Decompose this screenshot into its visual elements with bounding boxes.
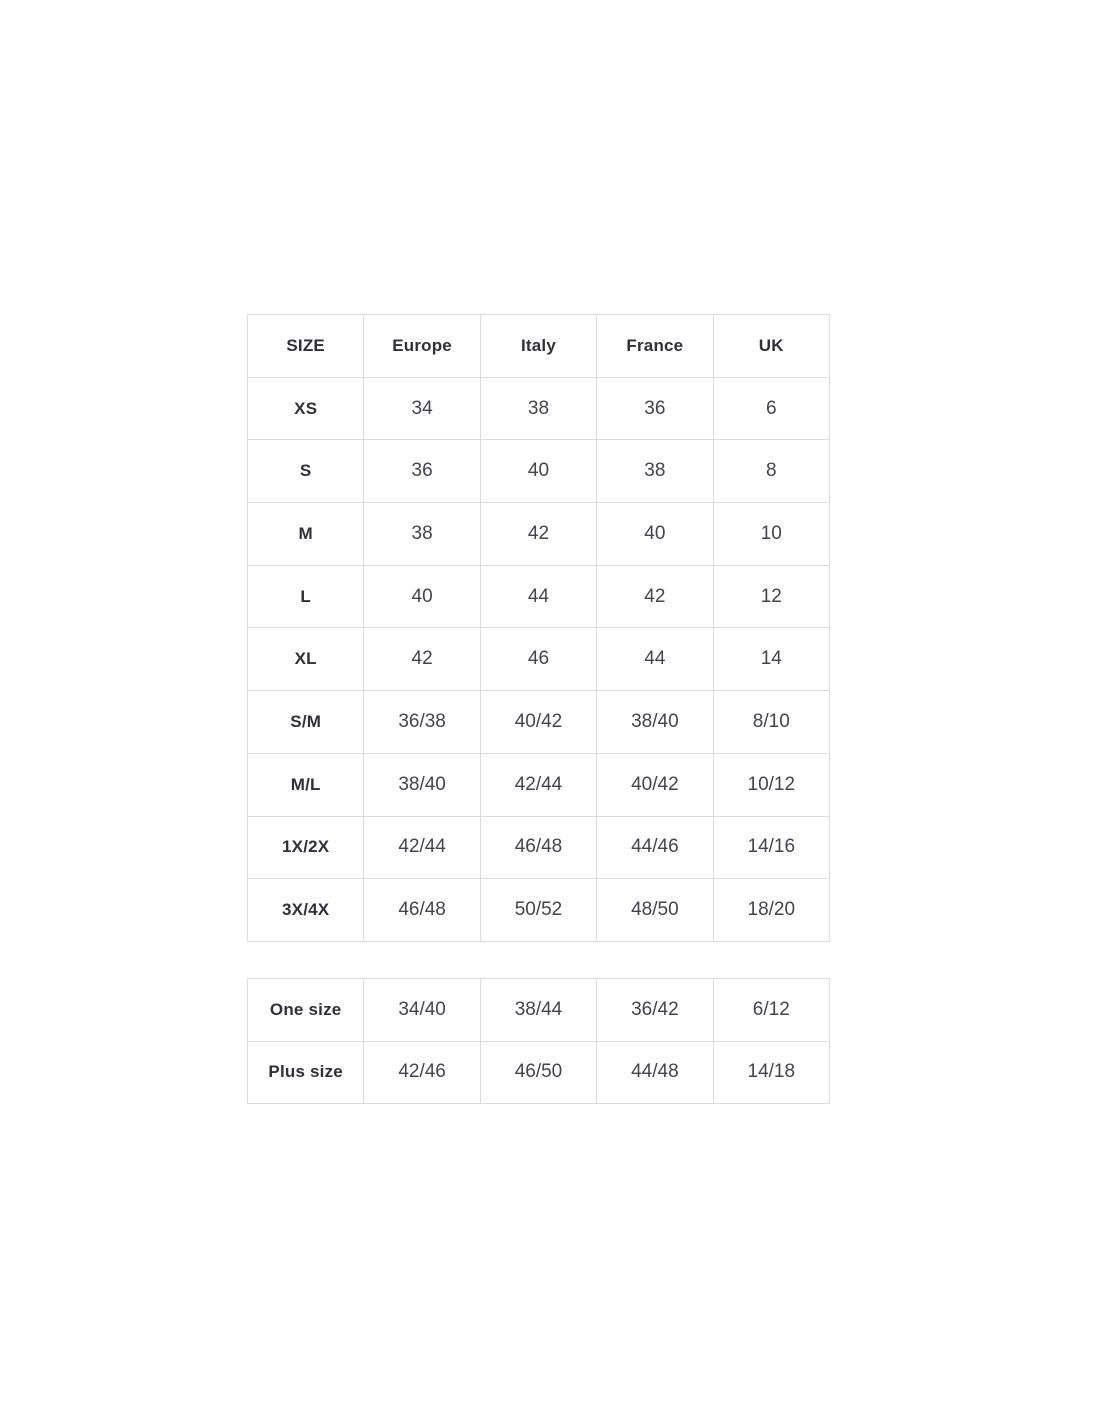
row-label: M — [248, 503, 364, 566]
table-cell: 44 — [597, 628, 713, 691]
table-cell: 50/52 — [480, 879, 596, 942]
table-cell: 38/40 — [364, 753, 480, 816]
column-header-france: France — [597, 315, 713, 378]
table-cell: 44/46 — [597, 816, 713, 879]
table-cell: 18/20 — [713, 879, 829, 942]
table-cell: 38 — [597, 440, 713, 503]
special-sizes-table — [247, 978, 830, 1104]
table-row-plus-size — [248, 1041, 830, 1104]
table-cell: 40 — [364, 565, 480, 628]
table-cell: 42/46 — [364, 1041, 480, 1104]
row-label: XL — [248, 628, 364, 691]
header-row — [248, 315, 830, 378]
row-label: 1X/2X — [248, 816, 364, 879]
row-label: L — [248, 565, 364, 628]
table-row-xs — [248, 377, 830, 440]
column-header-uk: UK — [713, 315, 829, 378]
table-cell: 10/12 — [713, 753, 829, 816]
table-cell: 36 — [597, 377, 713, 440]
table-row-m — [248, 503, 830, 566]
row-label: XS — [248, 377, 364, 440]
table-cell: 42 — [597, 565, 713, 628]
table-cell: 46 — [480, 628, 596, 691]
table-row-ml — [248, 753, 830, 816]
column-header-europe: Europe — [364, 315, 480, 378]
row-label: 3X/4X — [248, 879, 364, 942]
table-cell: 42/44 — [480, 753, 596, 816]
table-row-3x4x — [248, 879, 830, 942]
table-cell: 14/16 — [713, 816, 829, 879]
table-cell: 40/42 — [480, 691, 596, 754]
table-cell: 40/42 — [597, 753, 713, 816]
table-cell: 8 — [713, 440, 829, 503]
table-cell: 42/44 — [364, 816, 480, 879]
table-cell: 46/50 — [480, 1041, 596, 1104]
table-cell: 6/12 — [713, 979, 829, 1042]
table-cell: 46/48 — [480, 816, 596, 879]
row-label: M/L — [248, 753, 364, 816]
row-label: One size — [248, 979, 364, 1042]
table-cell: 40 — [480, 440, 596, 503]
table-row-xl — [248, 628, 830, 691]
table-cell: 6 — [713, 377, 829, 440]
table-cell: 38 — [480, 377, 596, 440]
row-label: S/M — [248, 691, 364, 754]
table-cell: 12 — [713, 565, 829, 628]
table-cell: 38 — [364, 503, 480, 566]
column-header-italy: Italy — [480, 315, 596, 378]
table-row-1x2x — [248, 816, 830, 879]
size-conversion-table — [247, 314, 830, 942]
table-cell: 8/10 — [713, 691, 829, 754]
table-cell: 38/40 — [597, 691, 713, 754]
table-row-one-size — [248, 979, 830, 1042]
column-header-size: SIZE — [248, 315, 364, 378]
table-cell: 10 — [713, 503, 829, 566]
table-cell: 34 — [364, 377, 480, 440]
table-cell: 14/18 — [713, 1041, 829, 1104]
table-cell: 42 — [480, 503, 596, 566]
table-cell: 34/40 — [364, 979, 480, 1042]
table-cell: 40 — [597, 503, 713, 566]
table-cell: 46/48 — [364, 879, 480, 942]
table-row-s — [248, 440, 830, 503]
table-cell: 36 — [364, 440, 480, 503]
table-cell: 44/48 — [597, 1041, 713, 1104]
table-cell: 38/44 — [480, 979, 596, 1042]
row-label: Plus size — [248, 1041, 364, 1104]
table-cell: 48/50 — [597, 879, 713, 942]
table-cell: 36/38 — [364, 691, 480, 754]
row-label: S — [248, 440, 364, 503]
table-cell: 14 — [713, 628, 829, 691]
table-cell: 44 — [480, 565, 596, 628]
table-cell: 36/42 — [597, 979, 713, 1042]
table-row-l — [248, 565, 830, 628]
table-cell: 42 — [364, 628, 480, 691]
table-row-sm — [248, 691, 830, 754]
